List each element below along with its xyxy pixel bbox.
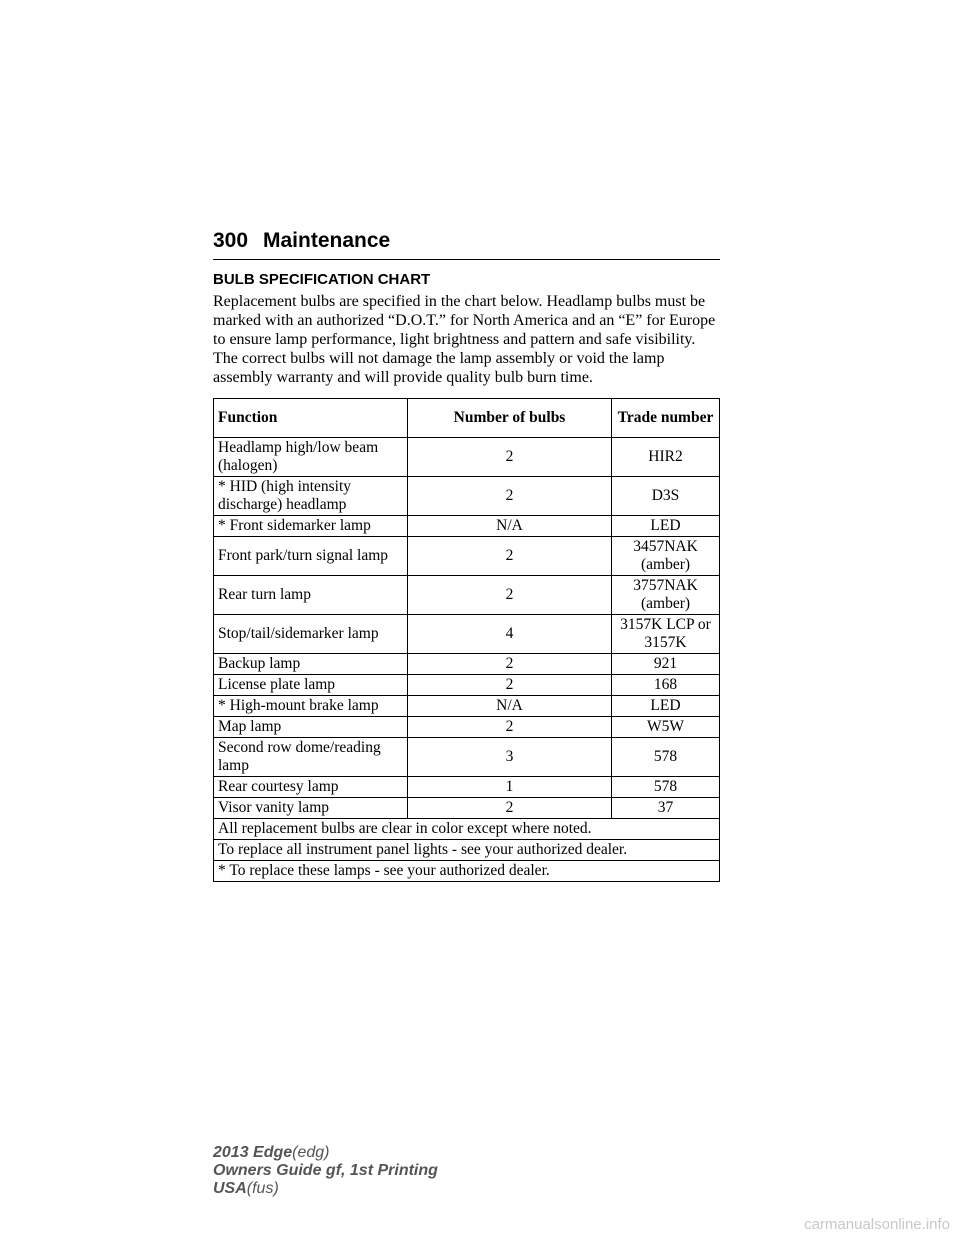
count-cell: 2 (408, 537, 612, 576)
trade-cell: LED (612, 516, 720, 537)
trade-cell: 168 (612, 675, 720, 696)
table-note-row (214, 861, 720, 882)
trade-cell: 37 (612, 798, 720, 819)
trade-cell: W5W (612, 717, 720, 738)
count-cell: 1 (408, 777, 612, 798)
count-cell: 3 (408, 738, 612, 777)
function-cell: Rear turn lamp (214, 576, 408, 615)
table-row (214, 537, 720, 576)
column-header-trade: Trade number (612, 399, 720, 438)
count-cell: 2 (408, 675, 612, 696)
trade-cell: 578 (612, 738, 720, 777)
table-note: * To replace these lamps - see your authorized dealer. (214, 861, 720, 882)
trade-cell: HIR2 (612, 438, 720, 477)
trade-cell: 578 (612, 777, 720, 798)
function-cell: Visor vanity lamp (214, 798, 408, 819)
chart-heading: BULB SPECIFICATION CHART (213, 271, 431, 288)
section-title: Maintenance (263, 229, 391, 252)
table-header-row (214, 399, 720, 438)
count-cell: 2 (408, 477, 612, 516)
function-cell: Stop/tail/sidemarker lamp (214, 615, 408, 654)
function-cell: Headlamp high/low beam (halogen) (214, 438, 408, 477)
table-note: To replace all instrument panel lights - see your authorized dealer. (214, 840, 720, 861)
table-row (214, 477, 720, 516)
function-cell: Backup lamp (214, 654, 408, 675)
column-header-count: Number of bulbs (408, 399, 612, 438)
function-cell: License plate lamp (214, 675, 408, 696)
count-cell: 2 (408, 438, 612, 477)
table-row (214, 717, 720, 738)
footer-market-code: (fus) (246, 1180, 279, 1197)
table-row (214, 738, 720, 777)
count-cell: 2 (408, 576, 612, 615)
table-row (214, 576, 720, 615)
trade-cell: 3457NAK (amber) (612, 537, 720, 576)
table-note-row (214, 819, 720, 840)
table-row (214, 654, 720, 675)
function-cell: Second row dome/reading lamp (214, 738, 408, 777)
table-row (214, 777, 720, 798)
intro-paragraph: Replacement bulbs are specified in the chart below. Headlamp bulbs must be marked with an authorized “D.O.T.” for North America and an “E” for Europe to ensure lamp performance, light brightness and pattern and safe visibility. The correct bulbs will not damage the lamp assembly or void the lamp assembly warranty and will provide quality bulb burn time. (213, 293, 716, 386)
trade-cell: 921 (612, 654, 720, 675)
count-cell: 2 (408, 717, 612, 738)
footer-printing: Owners Guide gf, 1st Printing (213, 1162, 438, 1179)
footer-model-code: (edg) (292, 1144, 330, 1161)
trade-cell: 3157K LCP or 3157K (612, 615, 720, 654)
function-cell: * HID (high intensity discharge) headlamp (214, 477, 408, 516)
footer-line-market (213, 1180, 438, 1198)
function-cell: Map lamp (214, 717, 408, 738)
count-cell: 4 (408, 615, 612, 654)
table-note-row (214, 840, 720, 861)
function-cell: Rear courtesy lamp (214, 777, 408, 798)
table-row (214, 516, 720, 537)
count-cell: N/A (408, 516, 612, 537)
footer-line-model (213, 1144, 438, 1162)
count-cell: 2 (408, 798, 612, 819)
footer-market: USA (213, 1180, 247, 1197)
table-row (214, 615, 720, 654)
trade-cell: LED (612, 696, 720, 717)
header-rule (213, 259, 720, 260)
site-watermark: carmanualsonline.info (804, 1216, 950, 1233)
function-cell: * Front sidemarker lamp (214, 516, 408, 537)
table-row (214, 798, 720, 819)
function-cell: Front park/turn signal lamp (214, 537, 408, 576)
table-row (214, 696, 720, 717)
function-cell: * High-mount brake lamp (214, 696, 408, 717)
page-number: 300 (213, 229, 249, 252)
print-footer (213, 1144, 438, 1198)
footer-model: 2013 Edge (213, 1144, 293, 1161)
count-cell: N/A (408, 696, 612, 717)
count-cell: 2 (408, 654, 612, 675)
table-row (214, 438, 720, 477)
trade-cell: D3S (612, 477, 720, 516)
table-row (214, 675, 720, 696)
table-note: All replacement bulbs are clear in color except where noted. (214, 819, 720, 840)
bulb-spec-table (213, 398, 720, 882)
column-header-function: Function (214, 399, 408, 438)
trade-cell: 3757NAK (amber) (612, 576, 720, 615)
